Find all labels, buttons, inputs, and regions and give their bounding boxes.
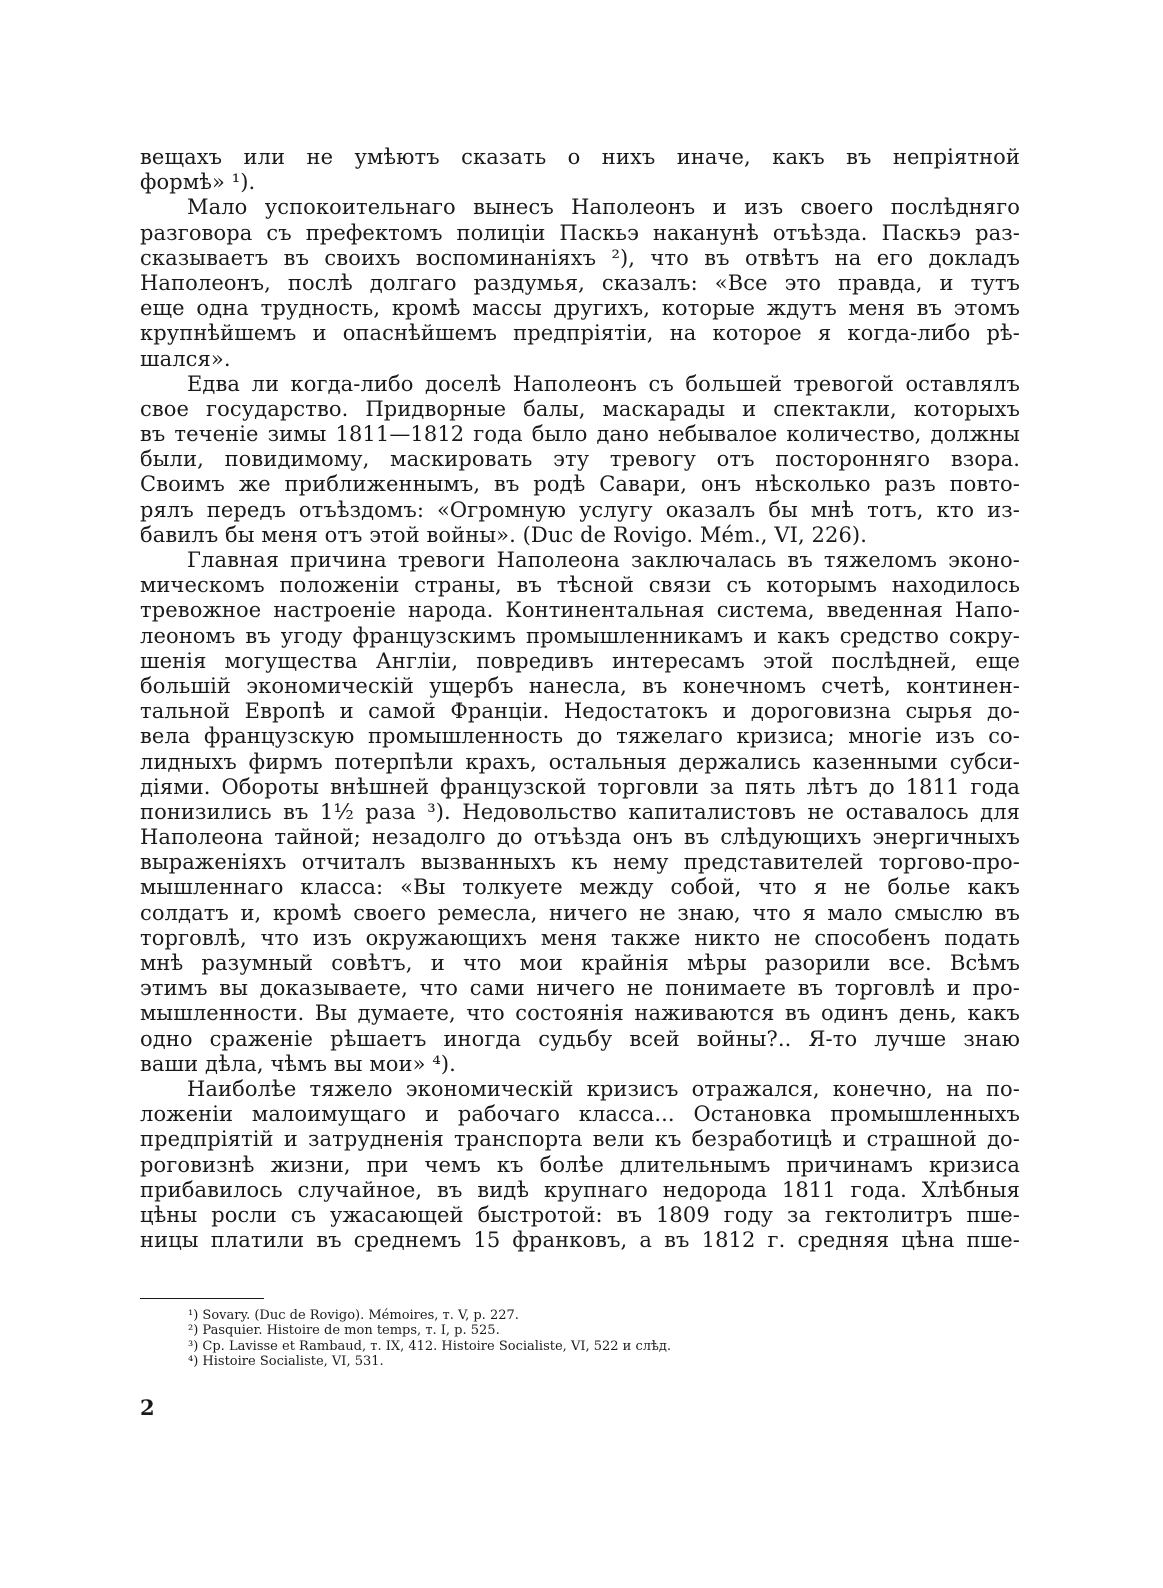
text-line: тревожное настроеніе народа. Континентальная система, введенная Напо- (140, 598, 1020, 623)
text-line: прибавилось случайное, въ видѣ крупнаго недорода 1811 года. Хлѣбныя (140, 1177, 1020, 1202)
text-line: одно сраженіе рѣшаетъ иногда судьбу всей войны?.. Я-то лучше знаю (140, 1026, 1020, 1051)
text-line: леономъ въ угоду французскимъ промышленникамъ и какъ средство сокру- (140, 623, 1020, 648)
text-line: Главная причина тревоги Наполеона заключалась въ тяжеломъ эконо- (187, 548, 1020, 572)
text-line: лидныхъ фирмъ потерпѣли крахъ, остальныя держались казенными субси- (140, 749, 1020, 774)
text-line: мнѣ разумный совѣтъ, и что мои крайнія мѣры разорили все. Всѣмъ (140, 951, 1020, 975)
text-line: этимъ вы доказываете, что сами ничего не понимаете въ торговлѣ и про- (140, 976, 1020, 1001)
text-line: мическомъ положеніи страны, въ тѣсной связи съ которымъ находилось (140, 573, 1020, 598)
footnote: ⁴) Histoire Socialiste, VI, 531. (188, 1354, 384, 1370)
text-line: Наиболѣе тяжело экономическій кризисъ отражался, конечно, на по- (187, 1076, 1020, 1101)
text-line: торговлѣ, что изъ окружающихъ меня также никто не способенъ подать (140, 925, 1020, 950)
footnote: ²) Pasquier. Histoire de mon temps, т. I, p. 525. (188, 1323, 500, 1339)
text-line: выраженіяхъ отчиталъ вызванныхъ къ нему представителей торгово-про- (140, 850, 1020, 875)
text-line: Своимъ же приближеннымъ, въ родѣ Савари, онъ нѣсколько разъ повто- (140, 472, 1020, 497)
text-line: понизились въ 1½ раза ³). Недовольство капиталистовъ не оставалось для (140, 799, 1020, 824)
text-line: шался». (140, 346, 231, 371)
text-line: Едва ли когда-либо доселѣ Наполеонъ съ большей тревогой оставлялъ (187, 371, 1020, 396)
text-line: тальной Европѣ и самой Франціи. Недостатокъ и дороговизна сырья до- (140, 699, 1020, 724)
text-line: большій экономическій ущербъ нанесла, въ конечномъ счетѣ, континен- (140, 673, 1020, 698)
text-line: вещахъ или не умѣютъ сказать о нихъ иначе, какъ въ непріятной (140, 145, 1020, 169)
text-line: Наполеонъ, послѣ долгаго раздумья, сказалъ: «Все это правда, и тутъ (140, 270, 1020, 295)
text-line: были, повидимому, маскировать эту тревогу отъ посторонняго взора. (140, 447, 1020, 472)
text-line: ваши дѣла, чѣмъ вы мои» ⁴). (140, 1051, 456, 1076)
text-line: бавилъ бы меня отъ этой войны». (Duc de Rovigo. Mém., VI, 226). (140, 522, 868, 547)
text-line: солдатъ и, кромѣ своего ремесла, ничего не знаю, что я мало смыслю въ (140, 900, 1020, 925)
text-line: мышленнаго класса: «Вы толкуете между собой, что я не болье какъ (140, 875, 1020, 900)
footnote: ³) Cp. Lavisse et Rambaud, т. IX, 412. Histoire Socialiste, VI, 522 и слѣд. (188, 1338, 671, 1354)
text-line: формѣ» ¹). (140, 170, 256, 195)
text-line: разговора съ префектомъ полиціи Паскьэ наканунѣ отъѣзда. Паскьэ раз- (140, 220, 1020, 245)
text-line: крупнѣйшемъ и опаснѣйшемъ предпріятіи, на которое я когда-либо рѣ- (140, 321, 1020, 346)
footnote: ¹) Sovary. (Duc de Rovigo). Mémoires, т. V, p. 227. (188, 1308, 519, 1323)
footnotes (188, 1308, 671, 1370)
text-line: свое государство. Придворные балы, маскарады и спектакли, которыхъ (140, 396, 1020, 421)
page-number: 2 (140, 1395, 155, 1420)
text-line: Наполеона тайной; незадолго до отъѣзда онъ въ слѣдующихъ энергичныхъ (140, 825, 1020, 850)
text-line: ложеніи малоимущаго и рабочаго класса... Остановка промышленныхъ (140, 1102, 1020, 1127)
text-line: роговизнѣ жизни, при чемъ къ болѣе длительнымъ причинамъ кризиса (140, 1152, 1020, 1177)
text-line: въ теченіе зимы 1811—1812 года было дано небывалое количество, должны (140, 422, 1020, 447)
text-line: цѣны росли съ ужасающей быстротой: въ 1809 году за гектолитръ пше- (140, 1202, 1020, 1227)
text-line: сказываетъ въ своихъ воспоминаніяхъ ²), что въ отвѣтъ на его докладъ (140, 245, 1020, 270)
text-line: шенія могущества Англіи, повредивъ интересамъ этой послѣдней, еще (140, 648, 1020, 673)
text-line: вела французскую промышленность до тяжелаго кризиса; многіе изъ со- (140, 724, 1020, 749)
text-line: ницы платили въ среднемъ 15 франковъ, а въ 1812 г. средняя цѣна пше- (140, 1228, 1020, 1253)
text-line: мышленности. Вы думаете, что состоянія наживаются въ одинъ день, какъ (140, 1001, 1020, 1026)
text-line: еще одна трудность, кромѣ массы другихъ, которые ждутъ меня въ этомъ (140, 296, 1020, 321)
footnote-divider (140, 1298, 264, 1299)
text-line: Мало успокоительнаго вынесъ Наполеонъ и изъ своего послѣдняго (187, 195, 1020, 220)
text-line: діями. Обороты внѣшней французской торговли за пять лѣтъ до 1811 года (140, 774, 1020, 799)
body-text (140, 145, 1020, 1253)
text-line: рялъ передъ отъѣздомъ: «Огромную услугу оказалъ бы мнѣ тотъ, кто из- (140, 497, 1020, 522)
text-line: предпріятій и затрудненія транспорта вели къ безработицѣ и страшной до- (140, 1127, 1020, 1152)
